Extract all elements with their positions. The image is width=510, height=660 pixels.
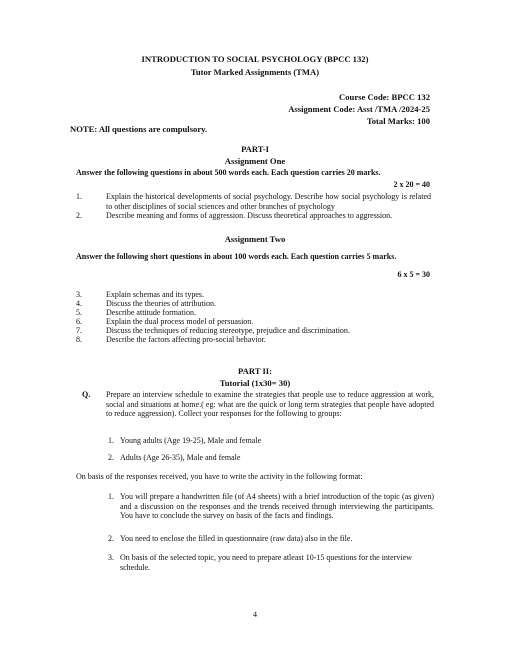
group-number: 2. xyxy=(108,453,114,462)
question-number: 3. xyxy=(76,290,82,299)
question-number: 7. xyxy=(76,326,82,335)
assignment-code: Assignment Code: Asst /TMA /2024-25 xyxy=(288,104,430,114)
format-item-text: You will prepare a handwritten file (of A4 sheets) with a brief introduction of the topic (as given) and a discussion on the responses and the trends received through interviewing the participants. You have to conclude the survey on basis of the facts and findings. xyxy=(120,492,434,521)
assignment-two-marks: 6 x 5 = 30 xyxy=(397,270,430,279)
tutorial-question-text: Prepare an interview schedule to examine the strategies that people use to reduce aggression at work, social and situations at home.( eg: what are the quick or long term strategies that people have adopted to reduce aggression). Collect your responses for the following to groups: xyxy=(106,390,434,419)
format-item-text: On basis of the selected topic, you need to prepare atleast 10-15 questions for the interview schedule. xyxy=(120,553,412,572)
group-text: Young adults (Age 19-25), Male and female xyxy=(120,436,262,445)
group-text: Adults (Age 26-35), Male and female xyxy=(120,453,241,462)
question-number: 8. xyxy=(76,335,82,344)
group-number: 1. xyxy=(108,436,114,445)
question-text: Explain the historical developments of social psychology. Describe how social psychology is related to other disciplines of social sciences and other branches of psychology xyxy=(106,192,431,211)
assignment-two-instruction: Answer the following short questions in about 100 words each. Each question carries 5 marks. xyxy=(76,252,397,261)
compulsory-note: NOTE: All questions are compulsory. xyxy=(70,124,208,134)
course-code: Course Code: BPCC 132 xyxy=(339,92,430,102)
question-text: Describe the factors affecting pro-social behavior. xyxy=(106,335,266,344)
question-text: Describe attitude formation. xyxy=(106,308,196,317)
question-label: Q. xyxy=(82,390,91,399)
format-intro: On basis of the responses received, you have to write the activity in the following format: xyxy=(76,472,363,481)
assignment-one-heading: Assignment One xyxy=(224,156,286,166)
format-item-number: 2. xyxy=(108,534,114,543)
question-number: 1. xyxy=(76,192,82,201)
question-text: Describe meaning and forms of aggression. Discuss theoretical approaches to aggression. xyxy=(106,211,393,220)
assignment-one-instruction: Answer the following questions in about 500 words each. Each question carries 20 marks. xyxy=(76,168,381,177)
format-item-text: You need to enclose the filled in questionnaire (raw data) also in the file. xyxy=(120,534,353,543)
part-two-heading: PART II: xyxy=(238,366,272,376)
question-number: 2. xyxy=(76,211,82,220)
question-number: 5. xyxy=(76,308,82,317)
question-number: 6. xyxy=(76,317,82,326)
format-item-number: 1. xyxy=(108,492,114,501)
question-text: Discuss the theories of attribution. xyxy=(106,299,216,308)
question-text: Explain schemas and its types. xyxy=(106,290,204,299)
total-marks: Total Marks: 100 xyxy=(366,116,430,126)
document-subtitle: Tutor Marked Assignments (TMA) xyxy=(190,67,320,77)
question-number: 4. xyxy=(76,299,82,308)
assignment-two-heading: Assignment Two xyxy=(224,234,286,244)
question-text: Explain the dual process model of persuasion. xyxy=(106,317,254,326)
document-title: INTRODUCTION TO SOCIAL PSYCHOLOGY (BPCC 132) xyxy=(141,54,369,64)
part-one-heading: PART-I xyxy=(241,144,269,154)
tutorial-heading: Tutorial (1x30= 30) xyxy=(219,378,291,388)
question-text: Discuss the techniques of reducing stereotype, prejudice and discrimination. xyxy=(106,326,350,335)
assignment-one-marks: 2 x 20 = 40 xyxy=(393,180,430,189)
format-item-number: 3. xyxy=(108,553,114,562)
page-number: 4 xyxy=(253,610,257,619)
